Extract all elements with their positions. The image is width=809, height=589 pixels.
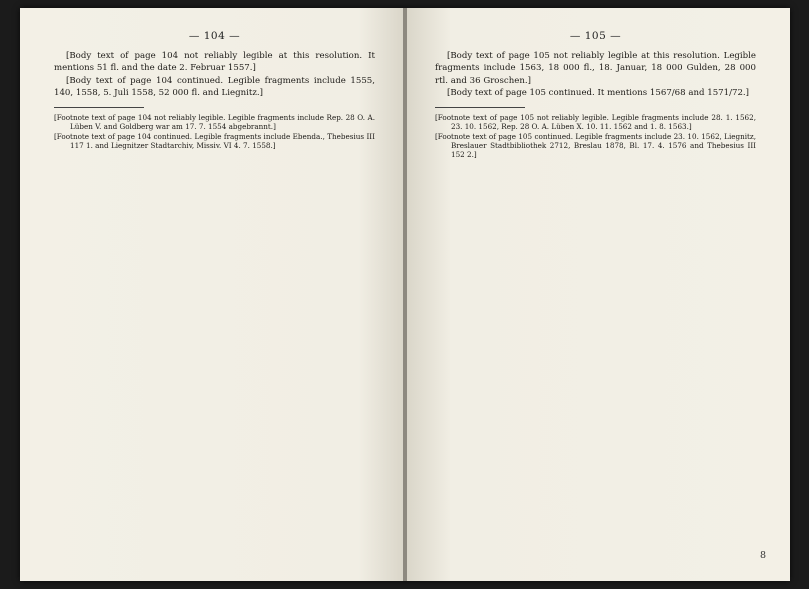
paragraph: [Body text of page 105 continued. It mentions 1567/68 and 1571/72.] <box>447 88 750 99</box>
paragraph: [Body text of page 105 not reliably legible at this resolution. Legible fragments include 1563, 18 000 fl., 18. Januar, 18 000 Gulden, 28 000 rtl. and 36 Groschen.] <box>435 51 756 86</box>
book-gutter <box>403 8 407 581</box>
footnote-rule <box>435 107 525 108</box>
footnotes <box>54 113 375 149</box>
footnote: [Footnote text of page 104 continued. Legible fragments include Ebenda., Thebesius III 117 1. and Liegnitzer Stadtarchiv, Missiv. VI 4. 7. 1558.] <box>54 131 375 150</box>
footnotes <box>435 113 756 158</box>
paragraph: [Body text of page 104 not reliably legible at this resolution. It mentions 51 fl. and the date 2. Februar 1557.] <box>54 51 375 74</box>
left-page <box>20 8 405 581</box>
body-text <box>54 50 375 99</box>
paragraph: [Body text of page 104 continued. Legible fragments include 1555, 140, 1558, 5. Juli 1558, 52 000 fl. and Liegnitz.] <box>54 75 375 99</box>
page-number: — 105 — <box>569 30 622 42</box>
right-page <box>405 8 790 581</box>
page-number: — 104 — <box>188 30 241 42</box>
footnote: [Footnote text of page 104 not reliably legible. Legible fragments include Rep. 28 O. A. Lüben V. and Goldberg war am 17. 7. 1554 abgebrannt.] <box>54 113 375 132</box>
signature-mark: 8 <box>759 550 766 561</box>
body-text <box>435 50 756 99</box>
book-spread <box>20 8 790 581</box>
footnote-rule <box>54 107 144 108</box>
footnote: [Footnote text of page 105 continued. Legible fragments include 23. 10. 1562, Liegnitz, Breslauer Stadtbibliothek 2712, Breslau 1878, Bl. 17. 4. 1576 and Thebesius III 152 2.] <box>435 131 756 159</box>
footnote: [Footnote text of page 105 not reliably legible. Legible fragments include 28. 1. 1562, 23. 10. 1562, Rep. 28 O. A. Lüben X. 10. 11. 1562 and 1. 8. 1563.] <box>435 113 756 132</box>
